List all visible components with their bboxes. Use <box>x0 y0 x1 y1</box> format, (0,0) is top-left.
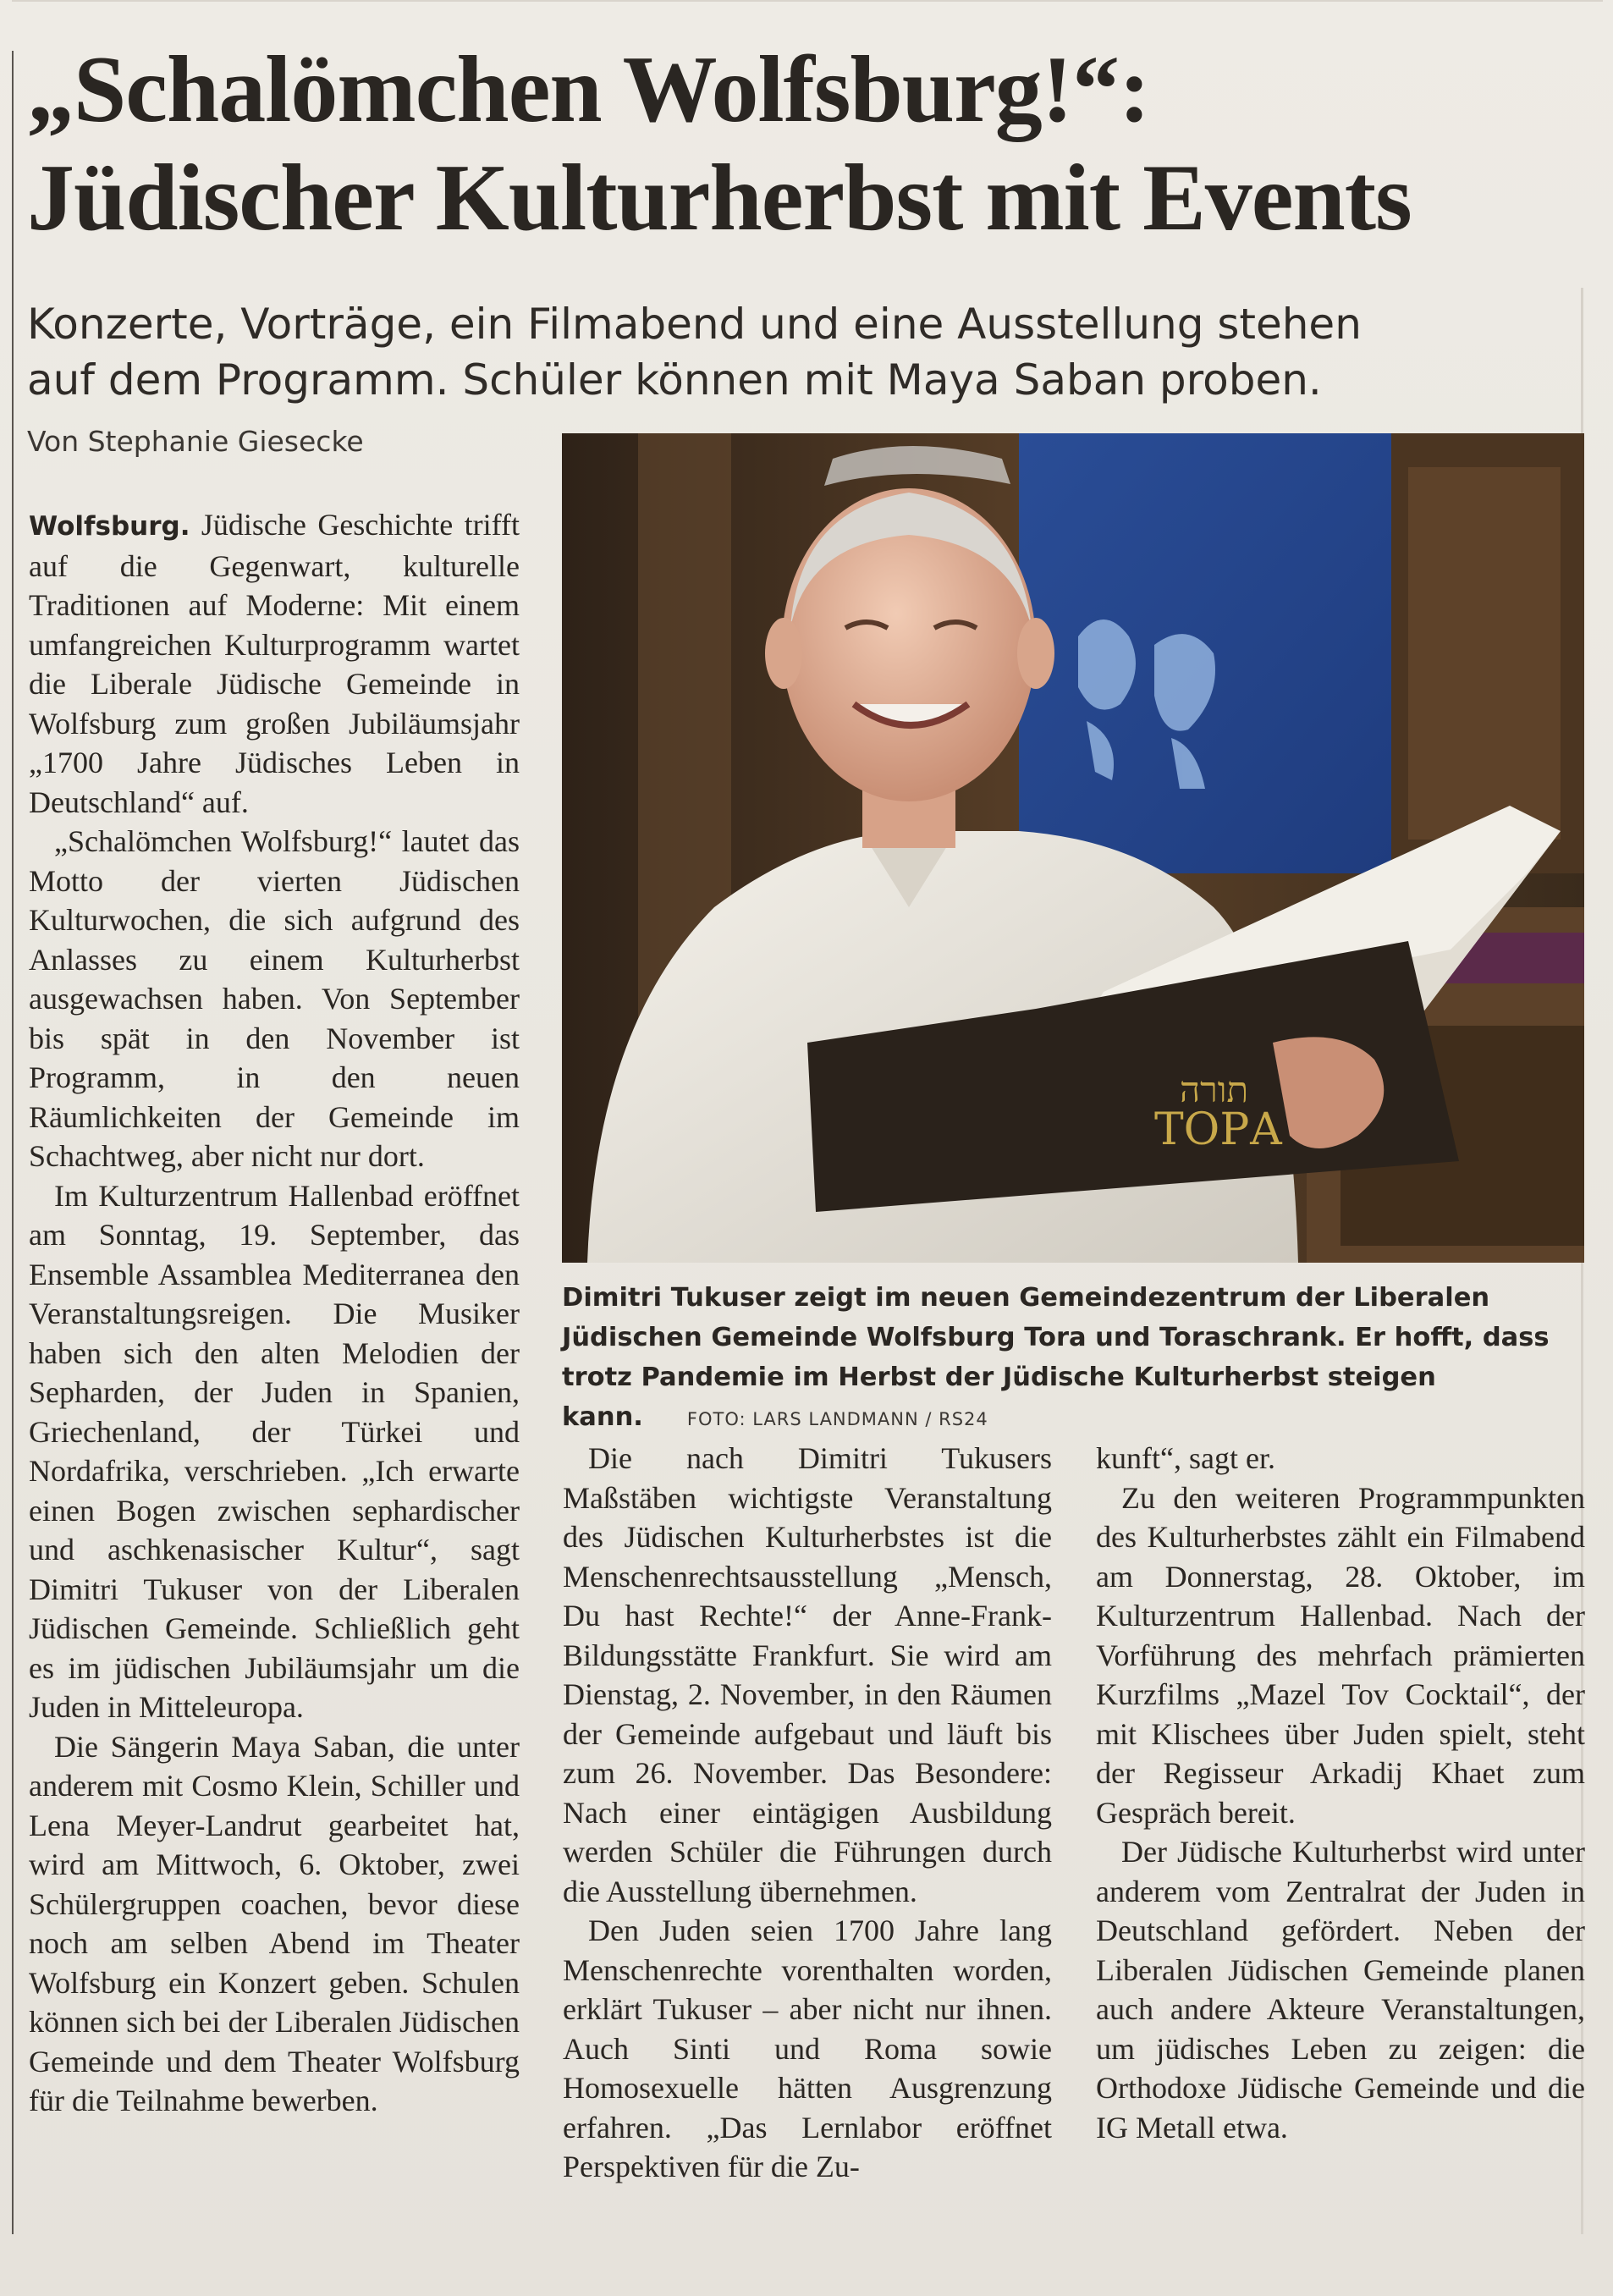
article-column-2 <box>563 1439 1052 2234</box>
paragraph-1 <box>29 505 520 822</box>
paragraph-7: Zu den weiteren Programmpunkten des Kulturherbstes zählt ein Filmabend am Donnerstag, 28. Oktober, im Kulturzentrum Hallenbad. Nach der Vorführung des mehrfach prämierten Kurzfilms „Mazel Tov Cocktail“, der mit Klischees über Juden spielt, steht der Regisseur Arkadij Khaet zum Gespräch bereit. <box>1096 1480 1585 1830</box>
face <box>782 488 1036 801</box>
paragraph-4: Die Sängerin Maya Saban, die unter anderem mit Cosmo Klein, Schiller und Lena Meyer-Landrut gearbeitet hat, wird am Mittwoch, 6. Oktober, zwei Schülergruppen coachen, bevor diese noch am selben Abend im Theater Wolfsburg ein Konzert geben. Schulen können sich bei der Liberalen Jüdischen Gemeinde und dem Theater Wolfsburg für die Teilnahme bewerben. <box>29 1729 520 2117</box>
caption-text: Dimitri Tukuser zeigt im neuen Gemeindezentrum der Liberalen Jüdischen Gemeinde Wolfsburg Tora und Toraschrank. Er hofft, dass trotz Pandemie im Herbst der Jüdische Kulturherbst steigen kann. <box>562 1283 1550 1432</box>
subheadline <box>27 296 1576 408</box>
top-rule <box>12 0 1603 2</box>
article-photo <box>562 433 1584 1263</box>
subheadline-line-1: Konzerte, Vorträge, ein Filmabend und eine Ausstellung stehen <box>27 300 1362 349</box>
dateline: Wolfsburg. <box>29 511 190 542</box>
paragraph-8: Der Jüdische Kulturherbst wird unter anderem vom Zentralrat der Juden in Deutschland gefördert. Neben der Liberalen Jüdischen Gemeinde planen auch andere Akteure Veranstaltungen, um jüdisches Leben zu zeigen: die Orthodoxe Jüdische Gemeinde und die IG Metall etwa. <box>1096 1835 1585 2145</box>
paragraph-5: Die nach Dimitri Tukusers Maßstäben wichtigste Veranstaltung des Jüdischen Kulturherbstes ist die Menschenrechtsausstellung „Mensch, Du hast Rechte!“ der Anne-Frank-Bildungsstätte Frankfurt. Sie wird am Dienstag, 2. November, in den Räumen der Gemeinde aufgebaut und läuft bis zum 26. November. Das Besondere: Nach einer eintägigen Ausbildung werden Schüler die Führungen durch die Ausstellung übernehmen. <box>563 1441 1052 1908</box>
headline-line-2: Jüdischer Kulturherbst mit Events <box>27 146 1412 251</box>
photo-credit: FOTO: LARS LANDMANN / RS24 <box>686 1409 988 1429</box>
paragraph-2: „Schalömchen Wolfsburg!“ lautet das Motto der vierten Jüdischen Kulturwochen, die sich aufgrund des Anlasses zu einem Kulturherbst ausgewachsen haben. Von September bis spät in den November ist Programm, in den neuen Räumlichkeiten der Gemeinde im Schachtweg, aber nicht nur dort. <box>29 824 520 1173</box>
article-column-3 <box>1096 1439 1585 2234</box>
photo-illustration <box>562 433 1584 1263</box>
book-title-latin: ТОРА <box>1154 1104 1283 1155</box>
paragraph-1-text: Jüdische Geschichte trifft auf die Gegenwart, kulturelle Traditionen auf Moderne: Mit einem umfangreichen Kulturprogramm wartet die Liberale Jüdische Gemeinde in Wolfsburg zum großen Jubiläumsjahr „1700 Jahre Jüdisches Leben in Deutschland“ auf. <box>29 508 520 819</box>
headline-line-1: „Schalömchen Wolfsburg!“: <box>27 37 1150 142</box>
paragraph-6: Den Juden seien 1700 Jahre lang Menschenrechte vorenthalten worden, erklärt Tukuser – aber nicht nur ihnen. Auch Sinti und Roma sowie Homosexuelle hätten Ausgrenzung erfahren. „Das Lernlabor eröffnet Perspektiven für die Zu- <box>563 1913 1052 2183</box>
paragraph-3: Im Kulturzentrum Hallenbad eröffnet am Sonntag, 19. September, das Ensemble Assamblea Mediterranea den Veranstaltungsreigen. Die Musiker haben sich den alten Melodien der Sepharden, der Juden in Spanien, Griechenland, der Türkei und Nordafrika, verschrieben. „Ich erwarte einen Bogen zwischen sephardischer und aschkenasischer Kultur“, sagt Dimitri Tukuser von der Liberalen Jüdischen Gemeinde. Schließlich geht es im jüdischen Jubiläumsjahr um die Juden in Mitteleuropa. <box>29 1178 520 1724</box>
photo-caption <box>562 1278 1586 1440</box>
left-column-rule <box>12 51 14 2234</box>
paragraph-6-continued: kunft“, sagt er. <box>1096 1441 1275 1475</box>
book-title-hebrew: תורה <box>1180 1069 1249 1110</box>
article-column-1 <box>29 505 520 2249</box>
headline <box>27 36 1593 252</box>
byline: Von Stephanie Giesecke <box>27 425 364 458</box>
subheadline-line-2: auf dem Programm. Schüler können mit Maya Saban proben. <box>27 355 1322 405</box>
